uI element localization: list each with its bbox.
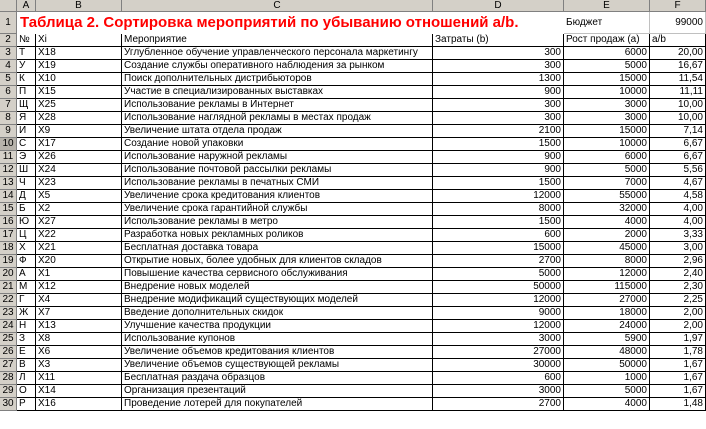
row-header-11[interactable]: 11	[0, 151, 17, 164]
cell-e30[interactable]: 4000	[564, 398, 650, 411]
row-header-15[interactable]: 15	[0, 203, 17, 216]
cell-e24[interactable]: 24000	[564, 320, 650, 333]
cell-e18[interactable]: 45000	[564, 242, 650, 255]
cell-b6[interactable]: X15	[36, 86, 122, 99]
cell-c11[interactable]: Использование наружной рекламы	[122, 151, 433, 164]
cell-b17[interactable]: X22	[36, 229, 122, 242]
cell-e29[interactable]: 5000	[564, 385, 650, 398]
cell-c25[interactable]: Использование купонов	[122, 333, 433, 346]
row-header-30[interactable]: 30	[0, 398, 17, 411]
cell-d4[interactable]: 300	[433, 60, 564, 73]
cell-a21[interactable]: М	[17, 281, 36, 294]
cell-b2[interactable]: Xi	[36, 34, 122, 47]
cell-a26[interactable]: Е	[17, 346, 36, 359]
cell-d12[interactable]: 900	[433, 164, 564, 177]
cell-d14[interactable]: 12000	[433, 190, 564, 203]
cell-d29[interactable]: 3000	[433, 385, 564, 398]
column-header-e[interactable]: E	[564, 0, 650, 12]
row-header-9[interactable]: 9	[0, 125, 17, 138]
cell-c14[interactable]: Увеличение срока кредитования клиентов	[122, 190, 433, 203]
cell-f5[interactable]: 11,54	[650, 73, 706, 86]
cell-b14[interactable]: X5	[36, 190, 122, 203]
cell-b29[interactable]: X14	[36, 385, 122, 398]
cell-a9[interactable]: И	[17, 125, 36, 138]
cell-c3[interactable]: Углубленное обучение управленческого персонала маркетингу	[122, 47, 433, 60]
row-header-21[interactable]: 21	[0, 281, 17, 294]
cell-c4[interactable]: Создание службы оперативного наблюдения за рынком	[122, 60, 433, 73]
cell-c2[interactable]: Мероприятие	[122, 34, 433, 47]
cell-f4[interactable]: 16,67	[650, 60, 706, 73]
cell-d28[interactable]: 600	[433, 372, 564, 385]
cell-e26[interactable]: 48000	[564, 346, 650, 359]
cell-b23[interactable]: X7	[36, 307, 122, 320]
cell-c18[interactable]: Бесплатная доставка товара	[122, 242, 433, 255]
row-header-6[interactable]: 6	[0, 86, 17, 99]
cell-a13[interactable]: Ч	[17, 177, 36, 190]
cell-b3[interactable]: X18	[36, 47, 122, 60]
cell-f20[interactable]: 2,40	[650, 268, 706, 281]
cell-e11[interactable]: 6000	[564, 151, 650, 164]
cell-c6[interactable]: Участие в специализированных выставках	[122, 86, 433, 99]
row-header-26[interactable]: 26	[0, 346, 17, 359]
budget-label[interactable]: Бюджет	[564, 12, 650, 34]
cell-e2[interactable]: Рост продаж (a)	[564, 34, 650, 47]
cell-c13[interactable]: Использование рекламы в печатных СМИ	[122, 177, 433, 190]
cell-e12[interactable]: 5000	[564, 164, 650, 177]
cell-d11[interactable]: 900	[433, 151, 564, 164]
cell-a7[interactable]: Щ	[17, 99, 36, 112]
row-header-29[interactable]: 29	[0, 385, 17, 398]
cell-e8[interactable]: 3000	[564, 112, 650, 125]
cell-b15[interactable]: X2	[36, 203, 122, 216]
cell-d15[interactable]: 8000	[433, 203, 564, 216]
row-header-20[interactable]: 20	[0, 268, 17, 281]
cell-f6[interactable]: 11,11	[650, 86, 706, 99]
cell-c15[interactable]: Увеличение срока гарантийной службы	[122, 203, 433, 216]
cell-a3[interactable]: Т	[17, 47, 36, 60]
cell-a15[interactable]: Б	[17, 203, 36, 216]
cell-f3[interactable]: 20,00	[650, 47, 706, 60]
cell-b28[interactable]: X11	[36, 372, 122, 385]
row-header-19[interactable]: 19	[0, 255, 17, 268]
cell-a17[interactable]: Ц	[17, 229, 36, 242]
cell-f9[interactable]: 7,14	[650, 125, 706, 138]
cell-a11[interactable]: Э	[17, 151, 36, 164]
cell-b19[interactable]: X20	[36, 255, 122, 268]
cell-b27[interactable]: X3	[36, 359, 122, 372]
row-header-18[interactable]: 18	[0, 242, 17, 255]
cell-c23[interactable]: Введение дополнительных скидок	[122, 307, 433, 320]
cell-f2[interactable]: a/b	[650, 34, 706, 47]
cell-f22[interactable]: 2,25	[650, 294, 706, 307]
cell-d16[interactable]: 1500	[433, 216, 564, 229]
cell-c21[interactable]: Внедрение новых моделей	[122, 281, 433, 294]
row-header-14[interactable]: 14	[0, 190, 17, 203]
column-header-b[interactable]: B	[36, 0, 122, 12]
cell-f8[interactable]: 10,00	[650, 112, 706, 125]
cell-f23[interactable]: 2,00	[650, 307, 706, 320]
cell-f11[interactable]: 6,67	[650, 151, 706, 164]
cell-f21[interactable]: 2,30	[650, 281, 706, 294]
cell-e9[interactable]: 15000	[564, 125, 650, 138]
cell-d26[interactable]: 27000	[433, 346, 564, 359]
cell-f18[interactable]: 3,00	[650, 242, 706, 255]
cell-d9[interactable]: 2100	[433, 125, 564, 138]
cell-f26[interactable]: 1,78	[650, 346, 706, 359]
cell-a27[interactable]: В	[17, 359, 36, 372]
cell-d30[interactable]: 2700	[433, 398, 564, 411]
cell-a29[interactable]: О	[17, 385, 36, 398]
cell-e5[interactable]: 15000	[564, 73, 650, 86]
cell-a28[interactable]: Л	[17, 372, 36, 385]
cell-c12[interactable]: Использование почтовой рассылки рекламы	[122, 164, 433, 177]
cell-d23[interactable]: 9000	[433, 307, 564, 320]
cell-f13[interactable]: 4,67	[650, 177, 706, 190]
cell-e16[interactable]: 4000	[564, 216, 650, 229]
cell-f10[interactable]: 6,67	[650, 138, 706, 151]
cell-b13[interactable]: X23	[36, 177, 122, 190]
cell-e22[interactable]: 27000	[564, 294, 650, 307]
cell-b8[interactable]: X28	[36, 112, 122, 125]
cell-c9[interactable]: Увеличение штата отдела продаж	[122, 125, 433, 138]
cell-d27[interactable]: 30000	[433, 359, 564, 372]
cell-c24[interactable]: Улучшение качества продукции	[122, 320, 433, 333]
column-header-c[interactable]: C	[122, 0, 433, 12]
cell-e28[interactable]: 1000	[564, 372, 650, 385]
cell-b26[interactable]: X6	[36, 346, 122, 359]
cell-f16[interactable]: 4,00	[650, 216, 706, 229]
cell-b10[interactable]: X17	[36, 138, 122, 151]
cell-f17[interactable]: 3,33	[650, 229, 706, 242]
cell-e23[interactable]: 18000	[564, 307, 650, 320]
cell-e25[interactable]: 5900	[564, 333, 650, 346]
cell-a4[interactable]: У	[17, 60, 36, 73]
cell-a19[interactable]: Ф	[17, 255, 36, 268]
cell-a30[interactable]: Р	[17, 398, 36, 411]
cell-c16[interactable]: Использование рекламы в метро	[122, 216, 433, 229]
cell-d24[interactable]: 12000	[433, 320, 564, 333]
cell-c17[interactable]: Разработка новых рекламных роликов	[122, 229, 433, 242]
cell-e20[interactable]: 12000	[564, 268, 650, 281]
cell-a25[interactable]: З	[17, 333, 36, 346]
cell-f14[interactable]: 4,58	[650, 190, 706, 203]
cell-b25[interactable]: X8	[36, 333, 122, 346]
row-header-23[interactable]: 23	[0, 307, 17, 320]
cell-f30[interactable]: 1,48	[650, 398, 706, 411]
column-header-d[interactable]: D	[433, 0, 564, 12]
cell-f27[interactable]: 1,67	[650, 359, 706, 372]
cell-e14[interactable]: 55000	[564, 190, 650, 203]
cell-b9[interactable]: X9	[36, 125, 122, 138]
cell-e19[interactable]: 8000	[564, 255, 650, 268]
cell-d21[interactable]: 50000	[433, 281, 564, 294]
cell-f12[interactable]: 5,56	[650, 164, 706, 177]
row-header-5[interactable]: 5	[0, 73, 17, 86]
cell-d22[interactable]: 12000	[433, 294, 564, 307]
row-header-10[interactable]: 10	[0, 138, 17, 151]
cell-a5[interactable]: К	[17, 73, 36, 86]
cell-e10[interactable]: 10000	[564, 138, 650, 151]
cell-d19[interactable]: 2700	[433, 255, 564, 268]
column-header-f[interactable]: F	[650, 0, 706, 12]
cell-a6[interactable]: П	[17, 86, 36, 99]
cell-b24[interactable]: X13	[36, 320, 122, 333]
select-all-corner[interactable]	[0, 0, 17, 12]
cell-a12[interactable]: Ш	[17, 164, 36, 177]
cell-c29[interactable]: Организация презентаций	[122, 385, 433, 398]
cell-f15[interactable]: 4,00	[650, 203, 706, 216]
cell-c27[interactable]: Увеличение объемов существующей рекламы	[122, 359, 433, 372]
cell-c20[interactable]: Повышение качества сервисного обслуживания	[122, 268, 433, 281]
cell-e4[interactable]: 5000	[564, 60, 650, 73]
cell-d6[interactable]: 900	[433, 86, 564, 99]
cell-b5[interactable]: X10	[36, 73, 122, 86]
cell-d5[interactable]: 1300	[433, 73, 564, 86]
cell-b30[interactable]: X16	[36, 398, 122, 411]
row-header-22[interactable]: 22	[0, 294, 17, 307]
row-header-28[interactable]: 28	[0, 372, 17, 385]
cell-b7[interactable]: X25	[36, 99, 122, 112]
cell-a18[interactable]: Х	[17, 242, 36, 255]
cell-f28[interactable]: 1,67	[650, 372, 706, 385]
row-header-17[interactable]: 17	[0, 229, 17, 242]
row-header-24[interactable]: 24	[0, 320, 17, 333]
cell-a16[interactable]: Ю	[17, 216, 36, 229]
cell-f29[interactable]: 1,67	[650, 385, 706, 398]
cell-a8[interactable]: Я	[17, 112, 36, 125]
cell-b22[interactable]: X4	[36, 294, 122, 307]
cell-c28[interactable]: Бесплатная раздача образцов	[122, 372, 433, 385]
cell-d2[interactable]: Затраты (b)	[433, 34, 564, 47]
row-header-2[interactable]: 2	[0, 34, 17, 47]
cell-d25[interactable]: 3000	[433, 333, 564, 346]
cell-f19[interactable]: 2,96	[650, 255, 706, 268]
table-title[interactable]: Таблица 2. Сортировка мероприятий по убыванию отношений a/b.	[20, 14, 519, 31]
cell-d7[interactable]: 300	[433, 99, 564, 112]
cell-a22[interactable]: Г	[17, 294, 36, 307]
cell-e13[interactable]: 7000	[564, 177, 650, 190]
cell-c10[interactable]: Создание новой упаковки	[122, 138, 433, 151]
cell-e7[interactable]: 3000	[564, 99, 650, 112]
cell-e3[interactable]: 6000	[564, 47, 650, 60]
cell-c19[interactable]: Открытие новых, более удобных для клиентов складов	[122, 255, 433, 268]
cell-e21[interactable]: 115000	[564, 281, 650, 294]
row-header-12[interactable]: 12	[0, 164, 17, 177]
cell-b16[interactable]: X27	[36, 216, 122, 229]
cell-e17[interactable]: 2000	[564, 229, 650, 242]
cell-c5[interactable]: Поиск дополнительных дистрибьюторов	[122, 73, 433, 86]
row-header-25[interactable]: 25	[0, 333, 17, 346]
cell-c8[interactable]: Использование наглядной рекламы в местах продаж	[122, 112, 433, 125]
cell-c30[interactable]: Проведение лотерей для покупателей	[122, 398, 433, 411]
cell-d13[interactable]: 1500	[433, 177, 564, 190]
cell-e15[interactable]: 32000	[564, 203, 650, 216]
cell-a10[interactable]: С	[17, 138, 36, 151]
cell-b11[interactable]: X26	[36, 151, 122, 164]
row-header-3[interactable]: 3	[0, 47, 17, 60]
cell-c22[interactable]: Внедрение модификаций существующих моделей	[122, 294, 433, 307]
cell-f24[interactable]: 2,00	[650, 320, 706, 333]
row-header-7[interactable]: 7	[0, 99, 17, 112]
cell-a20[interactable]: А	[17, 268, 36, 281]
cell-d20[interactable]: 5000	[433, 268, 564, 281]
cell-c7[interactable]: Использование рекламы в Интернет	[122, 99, 433, 112]
cell-d17[interactable]: 600	[433, 229, 564, 242]
cell-b12[interactable]: X24	[36, 164, 122, 177]
cell-f7[interactable]: 10,00	[650, 99, 706, 112]
cell-c26[interactable]: Увеличение объемов кредитования клиентов	[122, 346, 433, 359]
cell-a24[interactable]: Н	[17, 320, 36, 333]
row-header-4[interactable]: 4	[0, 60, 17, 73]
budget-value[interactable]: 99000	[650, 12, 706, 34]
cell-b21[interactable]: X12	[36, 281, 122, 294]
row-header-27[interactable]: 27	[0, 359, 17, 372]
row-header-16[interactable]: 16	[0, 216, 17, 229]
cell-f25[interactable]: 1,97	[650, 333, 706, 346]
cell-b20[interactable]: X1	[36, 268, 122, 281]
column-header-a[interactable]: A	[17, 0, 36, 12]
row-header-1[interactable]: 1	[0, 12, 17, 34]
cell-d3[interactable]: 300	[433, 47, 564, 60]
cell-e6[interactable]: 10000	[564, 86, 650, 99]
cell-d8[interactable]: 300	[433, 112, 564, 125]
cell-a2[interactable]: №	[17, 34, 36, 47]
cell-b18[interactable]: X21	[36, 242, 122, 255]
cell-e27[interactable]: 50000	[564, 359, 650, 372]
cell-d18[interactable]: 15000	[433, 242, 564, 255]
row-header-8[interactable]: 8	[0, 112, 17, 125]
cell-a14[interactable]: Д	[17, 190, 36, 203]
cell-b4[interactable]: X19	[36, 60, 122, 73]
cell-d10[interactable]: 1500	[433, 138, 564, 151]
row-header-13[interactable]: 13	[0, 177, 17, 190]
cell-a23[interactable]: Ж	[17, 307, 36, 320]
